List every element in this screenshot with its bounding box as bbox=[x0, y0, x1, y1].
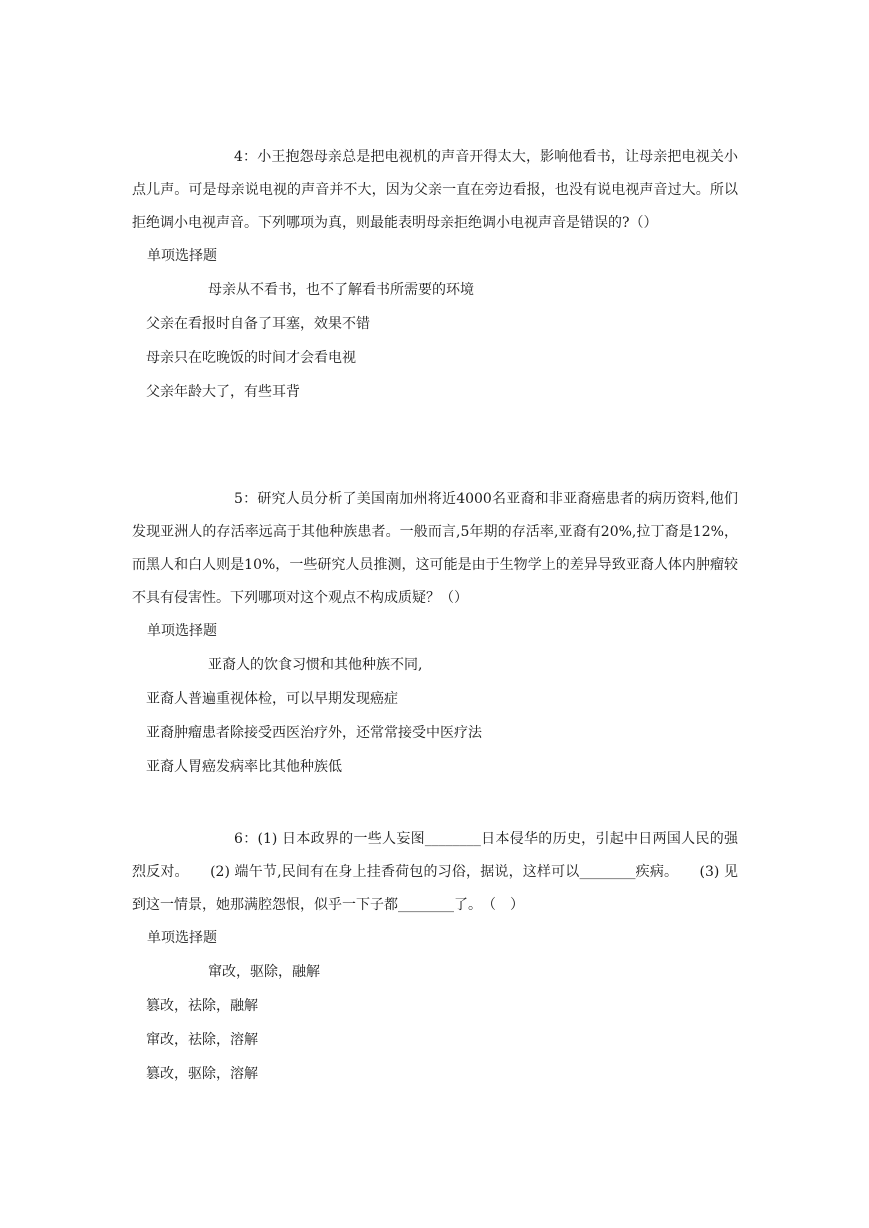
option-c[interactable]: 亚裔肿瘤患者除接受西医治疗外，还常常接受中医疗法 bbox=[146, 725, 482, 741]
question-stem: 5：研究人员分析了美国南加州将近4000名亚裔和非亚裔癌患者的病历资料,他们发现亚洲人的存活率远高于其他种族患者。一般而言,5年期的存活率,亚裔有20%,拉丁裔是12%，而黑人和白人则是10%，一些研究人员推测，这可能是由于生物学上的差异导致亚裔人体内肿瘤较不具有侵害性。下列哪项对这个观点不构成质疑？（） bbox=[132, 491, 738, 606]
option-c[interactable]: 窜改，祛除，溶解 bbox=[146, 1032, 258, 1048]
option-a[interactable]: 亚裔人的饮食习惯和其他种族不同, bbox=[208, 657, 423, 673]
option-a[interactable]: 窜改，驱除，融解 bbox=[208, 964, 320, 980]
option-b[interactable]: 亚裔人普遍重视体检，可以早期发现癌症 bbox=[146, 691, 398, 707]
option-c[interactable]: 母亲只在吃晚饭的时间才会看电视 bbox=[146, 350, 356, 366]
question-6 bbox=[132, 823, 738, 1091]
option-b[interactable]: 篡改，祛除，融解 bbox=[146, 998, 258, 1014]
question-type-label: 单项选择题 bbox=[147, 248, 217, 264]
question-stem: 4：小王抱怨母亲总是把电视机的声音开得太大，影响他看书，让母亲把电视关小点儿声。可是母亲说电视的声音并不大，因为父亲一直在旁边看报，也没有说电视声音过大。所以拒绝调小电视声音。下列哪项为真，则最能表明母亲拒绝调小电视声音是错误的?（） bbox=[132, 149, 738, 231]
option-d[interactable]: 父亲年龄大了，有些耳背 bbox=[146, 384, 300, 400]
option-b[interactable]: 父亲在看报时自备了耳塞，效果不错 bbox=[146, 316, 370, 332]
option-d[interactable]: 篡改，驱除，溶解 bbox=[146, 1066, 258, 1082]
question-type-label: 单项选择题 bbox=[147, 623, 217, 639]
question-type-label: 单项选择题 bbox=[147, 930, 217, 946]
option-a[interactable]: 母亲从不看书，也不了解看书所需要的环境 bbox=[208, 282, 474, 298]
question-5 bbox=[132, 483, 738, 784]
question-4 bbox=[132, 141, 738, 409]
question-stem: 6：(1) 日本政界的一些人妄图________日本侵华的历史，引起中日两国人民的强烈反对。 (2) 端午节,民间有在身上挂香荷包的习俗，据说，这样可以________疾病。 (3) 见到这一情景，她那满腔怨恨，似乎一下子都________了。 （ ） bbox=[132, 831, 738, 913]
option-d[interactable]: 亚裔人胃癌发病率比其他种族低 bbox=[146, 759, 342, 775]
